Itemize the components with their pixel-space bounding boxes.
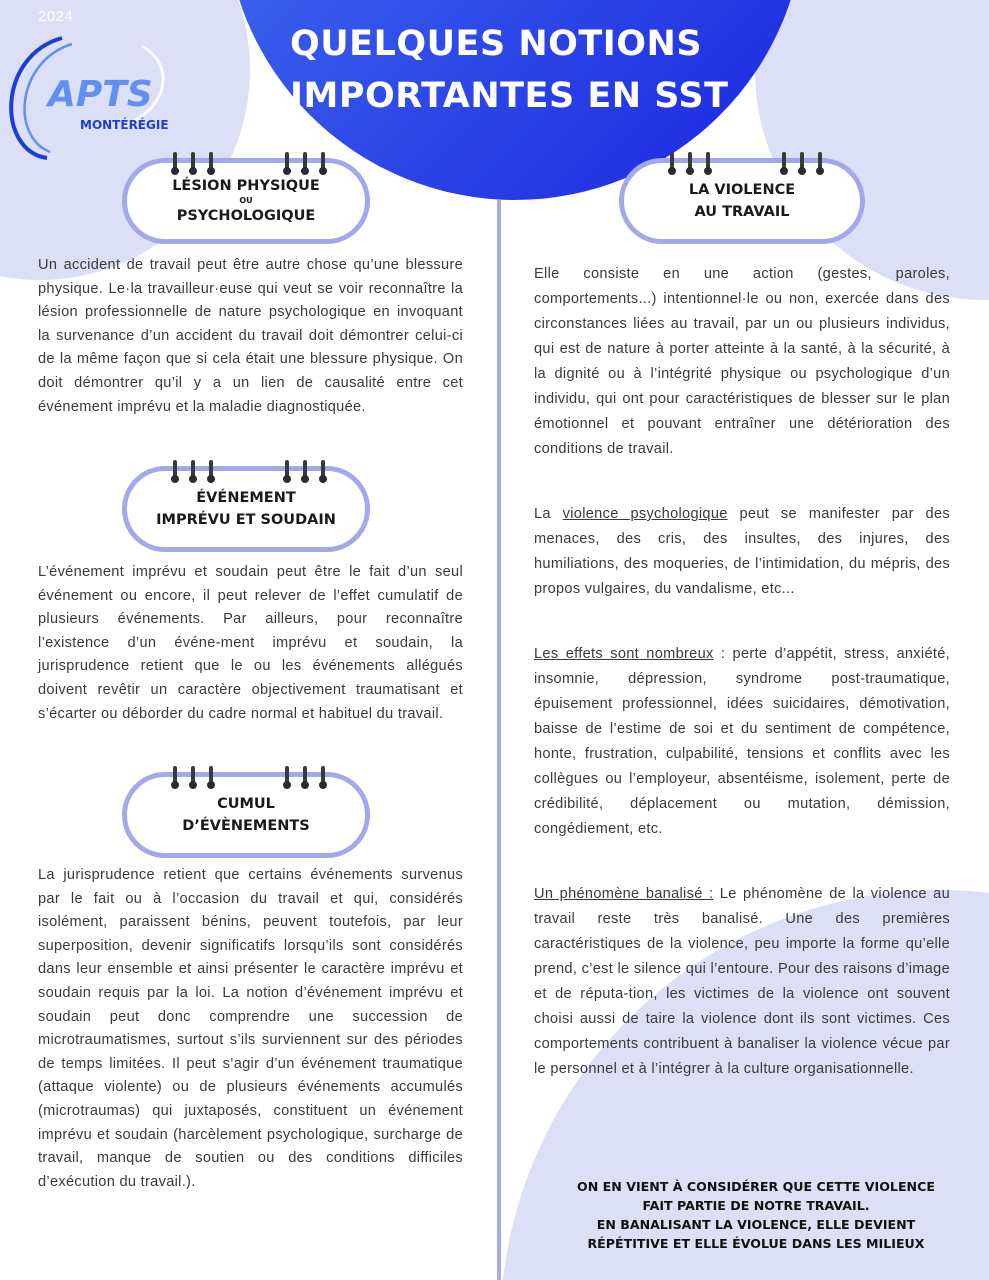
cumul-text: La jurisprudence retient que certains événements survenus par le fait ou à l’occasion du travail et qui, considérés isolément, paraissent bénins, peuvent toutefois, par leur superposition, devenir significatifs lorsqu’ils sont considérés dans leur ensemble et ainsi présenter le caractère imprévu et soudain requis par la loi. La notion d’événement imprévu et soudain peut donc comprendre une succession de microtraumatismes, surtout s’ils surviennent sur des périodes de temps limitées. Il peut s’agir d’un événement traumatique (attaque violente) ou de plusieurs événements accumulés (microtraumas) qui juxtaposés, constituent un événement imprévu et soudain (harcèlement psychologique, surcharge de travail, manque de soutien ou des conditions difficiles d’exécution du travail.). <box>38 867 463 1190</box>
psy-prefix: La <box>534 506 563 522</box>
lesion-text: Un accident de travail peut être autre chose qu’une blessure physique. Le·la travailleur·euse qui veut se voir reconnaître la lésion professionnelle de nature psychologique en invoquant la survenance d’un accident du travail doit démontrer celui-ci de la même façon que si cela était une blessure physique. On doit démontrer qu’il y a un lien de causalité entre cet événement imprévu et la maladie diagnostiquée. <box>38 257 463 415</box>
violence-psychologique-paragraph <box>534 502 950 602</box>
badge-lesion-line-1: LÉSION PHYSIQUE <box>172 178 320 194</box>
year-label: 2024 <box>38 8 74 25</box>
banal-term: Un phénomène banalisé : <box>534 886 714 902</box>
badge-evenement <box>122 466 370 552</box>
title-line-1: QUELQUES NOTIONS <box>290 24 703 64</box>
badge-lesion-line-2: OU <box>239 196 253 205</box>
badge-evenement-line-2: IMPRÉVU ET SOUDAIN <box>156 512 336 528</box>
column-divider <box>497 200 501 1280</box>
evenement-text: L’événement imprévu et soudain peut être le fait d’un seul événement ou encore, il peut relever de l’effet cumulatif de plusieurs événements. Par ailleurs, pour reconnaître l’existence d’un événe-ment imprévu et soudain, la jurisprudence retient que le ou les événements allégués doivent revêtir un caractère objectivement traumatisant et s’écarter ou déborder du cadre normal et habituel du travail. <box>38 564 463 722</box>
badge-cumul-line-1: CUMUL <box>217 796 275 812</box>
psy-term: violence psychologique <box>562 506 728 522</box>
title-line-2: IMPORTANTES EN SST <box>290 76 729 116</box>
closing-quote <box>548 1177 964 1253</box>
banal-text: Le phénomène de la violence au travail reste très banalisé. Une des premières caractéristiques de la violence, peu importe la forme qu’elle prend, c’est le silence qui l’entoure. Pour des raisons d’image et de réputa-tion, les victimes de la violence ont souvent choisi aussi de taire la violence dont ils sont victimes. Ces comportements contribuent à banaliser la violence vécue par le personnel et à l’intégrer à la culture organisationnelle. <box>534 886 950 1077</box>
badge-cumul <box>122 772 370 858</box>
effets-paragraph <box>534 642 950 842</box>
page-title <box>290 18 850 122</box>
quote-line-1: ON EN VIENT À CONSIDÉRER QUE CETTE VIOLENCE <box>577 1179 935 1194</box>
quote-line-2: FAIT PARTIE DE NOTRE TRAVAIL. <box>642 1198 870 1213</box>
psy-text: peut se manifester par des menaces, des cris, des insultes, des injures, des humiliations, des moqueries, de l’intimidation, du mépris, des propos vulgaires, du vandalisme, etc... <box>534 506 950 597</box>
badge-evenement-line-1: ÉVÉNEMENT <box>196 490 296 506</box>
logo-name: APTS <box>48 74 153 115</box>
binder-rings <box>127 152 365 174</box>
badge-violence-line-1: LA VIOLENCE <box>688 182 796 198</box>
logo-region: MONTÉRÉGIE <box>80 118 169 132</box>
quote-line-4: RÉPÉTITIVE ET ELLE ÉVOLUE DANS LES MILIEUX <box>587 1236 925 1251</box>
binder-rings <box>127 460 365 482</box>
banalise-paragraph <box>534 882 950 1082</box>
badge-lesion <box>122 158 370 244</box>
violence-intro: Elle consiste en une action (gestes, paroles, comportements...) intentionnel·le ou non, exercée dans des circonstances liées au travail, par un ou plusieurs individus, qui est de nature à porter atteinte à la santé, à la sécurité, à la dignité ou à l’intégrité physique ou psychologique d’un individu, qui ont pour caractéristiques de blesser sur le plan émotionnel et pouvant entraîner une détérioration des conditions de travail. <box>534 266 950 457</box>
quote-line-3: EN BANALISANT LA VIOLENCE, ELLE DEVIENT <box>596 1217 916 1232</box>
badge-cumul-line-2: D’ÉVÈNEMENTS <box>182 818 310 834</box>
binder-rings <box>127 766 365 788</box>
apts-logo <box>2 36 182 166</box>
badge-violence-line-2: AU TRAVAIL <box>694 204 790 220</box>
badge-violence <box>619 158 865 244</box>
effets-text: : perte d’appétit, stress, anxiété, insomnie, dépression, syndrome post-traumatique, épuisement professionnel, idées suicidaires, démotivation, baisse de l’estime de soi et du sentiment de compétence, honte, frustration, culpabilité, tensions et conflits avec les collègues ou l’employeur, absentéisme, isolement, perte de crédibilité, déplacement ou mutation, démission, congédiement, etc. <box>534 646 950 837</box>
effets-term: Les effets sont nombreux <box>534 646 714 662</box>
binder-rings <box>624 152 860 174</box>
badge-lesion-line-3: PSYCHOLOGIQUE <box>176 208 316 224</box>
